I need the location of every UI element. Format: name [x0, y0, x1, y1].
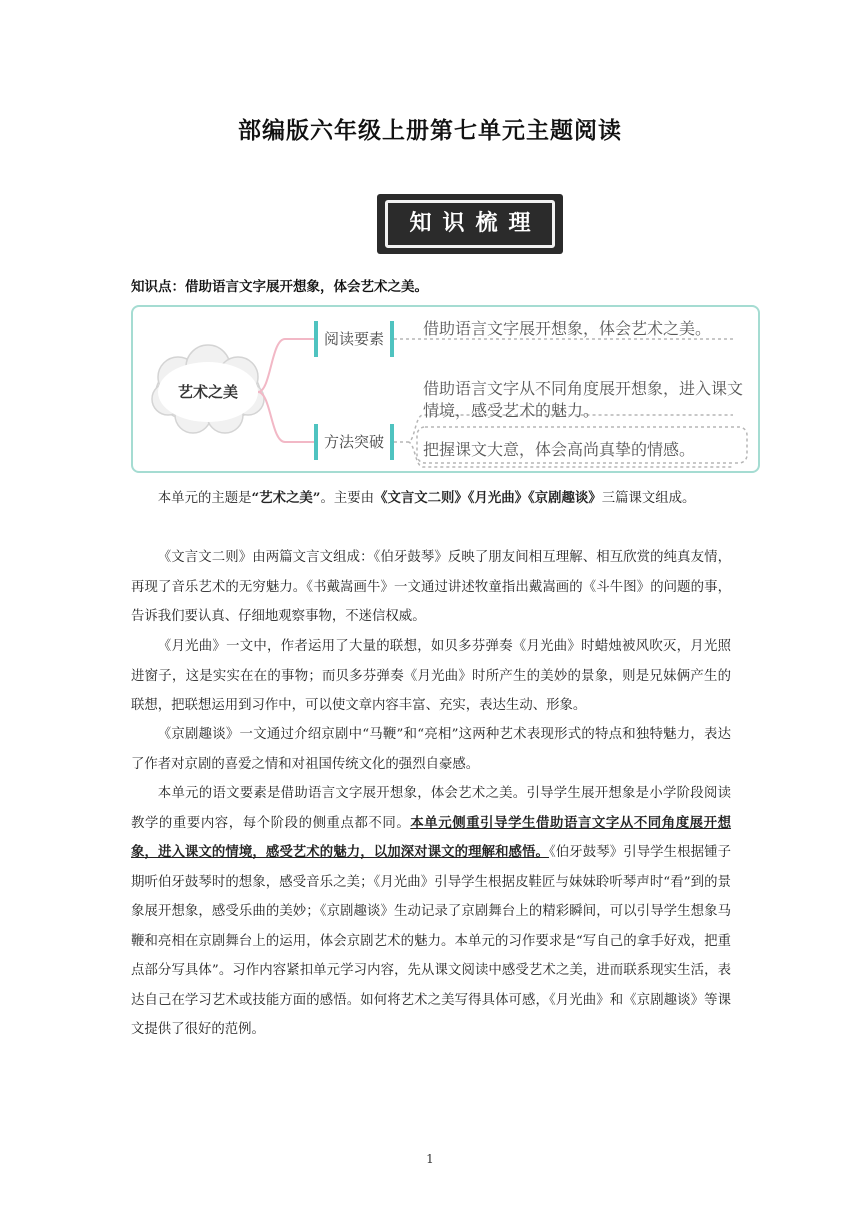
- mindmap-leaf-1: 借助语言文字展开想象，体会艺术之美。: [423, 319, 712, 338]
- mindmap-node-reading: 阅读要素: [314, 321, 394, 357]
- p1-text-c: 。主要由: [320, 491, 375, 506]
- section-badge: [377, 194, 563, 254]
- p5-emphasis: 本单元侧重引导学生借助语言文字从不同角度展开想象，进入课文的情境，感受艺术的魅力，以加深对课文的理解和感悟。: [131, 814, 732, 860]
- p5-text-c: 《伯牙鼓琴》引导学生根据锺子期听伯牙鼓琴时的想象，感受音乐之美；《月光曲》引导学生根据皮鞋匠与妹妹聆听琴声时“看”到的景象展开想象，感受乐曲的美妙；《京剧趣谈》生动记录了京剧舞台上的精彩瞬间，可以引导学生想象马鞭和亮相在京剧舞台上的运用，体会京剧艺术的魅力。本单元的习作要求是“写自己的拿手好戏，把重点部分写具体”。习作内容紧扣单元学习内容，先从课文阅读中感受艺术之美，进而联系现实生活，表达自己在学习艺术或技能方面的感悟。如何将艺术之美写得具体可感，《月光曲》和《京剧趣谈》等课文提供了很好的范例。: [131, 845, 731, 1037]
- p1-theme: “艺术之美”: [251, 490, 321, 506]
- page-title: 部编版六年级上册第七单元主题阅读: [238, 118, 622, 144]
- paragraph-1: [131, 484, 731, 514]
- paragraph-3: 《月光曲》一文中，作者运用了大量的联想，如贝多芬弹奏《月光曲》时蜡烛被风吹灭，月光照进窗子，这是实实在在的事物；而贝多芬弹奏《月光曲》时所产生的美妙的景象，则是兄妹俩产生的联想，把联想运用到习作中，可以使文章内容丰富、充实，表达生动、形象。: [131, 639, 731, 713]
- mindmap: [131, 305, 760, 473]
- branch-connector: [258, 339, 314, 442]
- paragraph-4: 《京剧趣谈》一文通过介绍京剧中“马鞭”和“亮相”这两种艺术表现形式的特点和独特魅力，表达了作者对京剧的喜爱之情和对祖国传统文化的强烈自豪感。: [131, 727, 731, 772]
- mindmap-root: 艺术之美: [177, 383, 238, 401]
- paragraph-5: [131, 779, 731, 1045]
- p1-texts: 《文言文二则》《月光曲》《京剧趣谈》: [374, 490, 602, 506]
- knowledge-point: 知识点：借助语言文字展开想象，体会艺术之美。: [131, 279, 428, 295]
- p1-text-a: 本单元的主题是: [157, 491, 252, 506]
- mindmap-node-method: 方法突破: [314, 424, 394, 460]
- mindmap-leaf-3: 把握课文大意，体会高尚真挚的情感。: [423, 440, 696, 459]
- mindmap-leaf-2: 借助语言文字从不同角度展开想象，进入课文情境，感受艺术的魅力。: [423, 379, 744, 420]
- badge-label: 知识梳理: [409, 211, 542, 236]
- paragraph-2: 《文言文二则》由两篇文言文组成：《伯牙鼓琴》反映了朋友间相互理解、相互欣赏的纯真友情，再现了音乐艺术的无穷魅力。《书戴嵩画牛》一文通过讲述牧童指出戴嵩画的《斗牛图》的问题的事，告诉我们要认真、仔细地观察事物，不迷信权威。: [131, 550, 731, 624]
- p1-text-e: 三篇课文组成。: [601, 491, 696, 506]
- p5-text-a: 本单元的语文要素是借助语言文字展开想象，体会艺术之美。引导学生展开想象是小学阶段阅读教学的重要内容，每个阶段的侧重点都不同。: [131, 786, 731, 831]
- page-number: 1: [426, 1152, 434, 1166]
